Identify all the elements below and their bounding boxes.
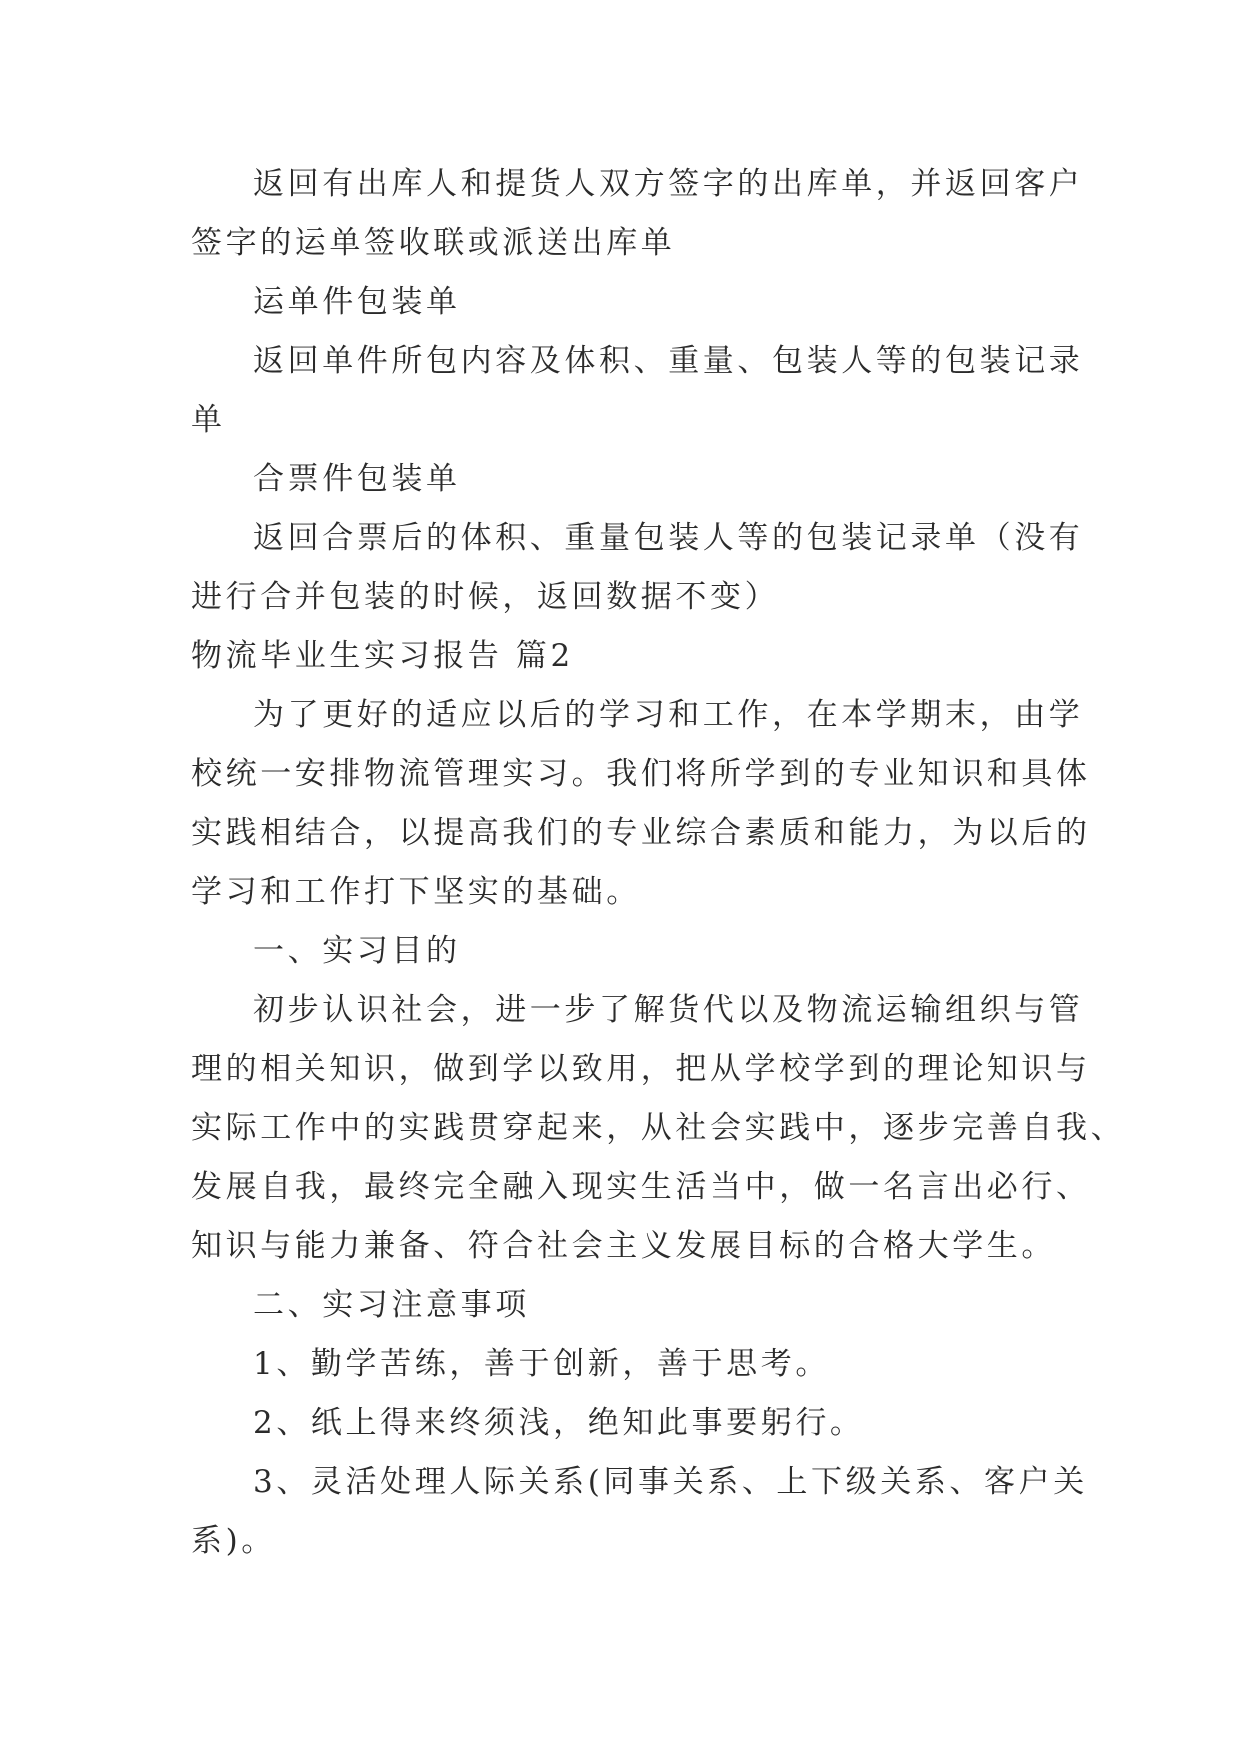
document-body <box>191 155 1126 1571</box>
text-line: 1、勤学苦练，善于创新，善于思考。 <box>253 1346 830 1382</box>
paragraph-purpose <box>191 981 1126 1276</box>
text-line: 实践相结合，以提高我们的专业综合素质和能力，为以后的 <box>191 815 1091 851</box>
paragraph-intro <box>191 686 1091 922</box>
list-item-2 <box>191 1394 1051 1453</box>
text-line: 初步认识社会，进一步了解货代以及物流运输组织与管 <box>253 992 1084 1028</box>
text-line: 理的相关知识，做到学以致用，把从学校学到的理论知识与 <box>191 1051 1091 1087</box>
list-item-3 <box>191 1453 1088 1571</box>
text-line: 单 <box>191 402 226 438</box>
text-line: 系)。 <box>191 1523 276 1559</box>
text-line: 二、实习注意事项 <box>253 1287 530 1323</box>
text-line: 2、纸上得来终须浅，绝知此事要躬行。 <box>253 1405 865 1441</box>
text-line: 签字的运单签收联或派送出库单 <box>191 225 676 261</box>
text-line: 合票件包装单 <box>253 461 461 497</box>
paragraph-single-packing-return <box>191 332 1084 450</box>
subheading-purpose <box>191 922 1051 981</box>
text-line: 进行合并包装的时候，返回数据不变） <box>191 579 780 615</box>
paragraph-waybill-packing <box>191 273 1051 332</box>
section-heading <box>191 627 1051 686</box>
text-line: 校统一安排物流管理实习。我们将所学到的专业知识和具体 <box>191 756 1091 792</box>
text-line: 实际工作中的实践贯穿起来，从社会实践中，逐步完善自我、 <box>191 1110 1126 1146</box>
paragraph-combined-packing <box>191 450 1051 509</box>
text-line: 返回有出库人和提货人双方签字的出库单，并返回客户 <box>253 166 1084 202</box>
subheading-notes <box>191 1276 1051 1335</box>
text-line: 知识与能力兼备、符合社会主义发展目标的合格大学生。 <box>191 1228 1056 1264</box>
text-line: 返回合票后的体积、重量包装人等的包装记录单（没有 <box>253 520 1084 556</box>
text-line: 为了更好的适应以后的学习和工作，在本学期末，由学 <box>253 697 1084 733</box>
paragraph-outbound-return <box>191 155 1084 273</box>
text-line: 运单件包装单 <box>253 284 461 320</box>
list-item-1 <box>191 1335 1051 1394</box>
text-line: 学习和工作打下坚实的基础。 <box>191 874 641 910</box>
text-line: 返回单件所包内容及体积、重量、包装人等的包装记录 <box>253 343 1084 379</box>
paragraph-combined-packing-return <box>191 509 1084 627</box>
section-title: 物流毕业生实习报告 篇2 <box>191 638 574 674</box>
text-line: 一、实习目的 <box>253 933 461 969</box>
text-line: 3、灵活处理人际关系(同事关系、上下级关系、客户关 <box>253 1464 1088 1500</box>
text-line: 发展自我，最终完全融入现实生活当中，做一名言出必行、 <box>191 1169 1091 1205</box>
